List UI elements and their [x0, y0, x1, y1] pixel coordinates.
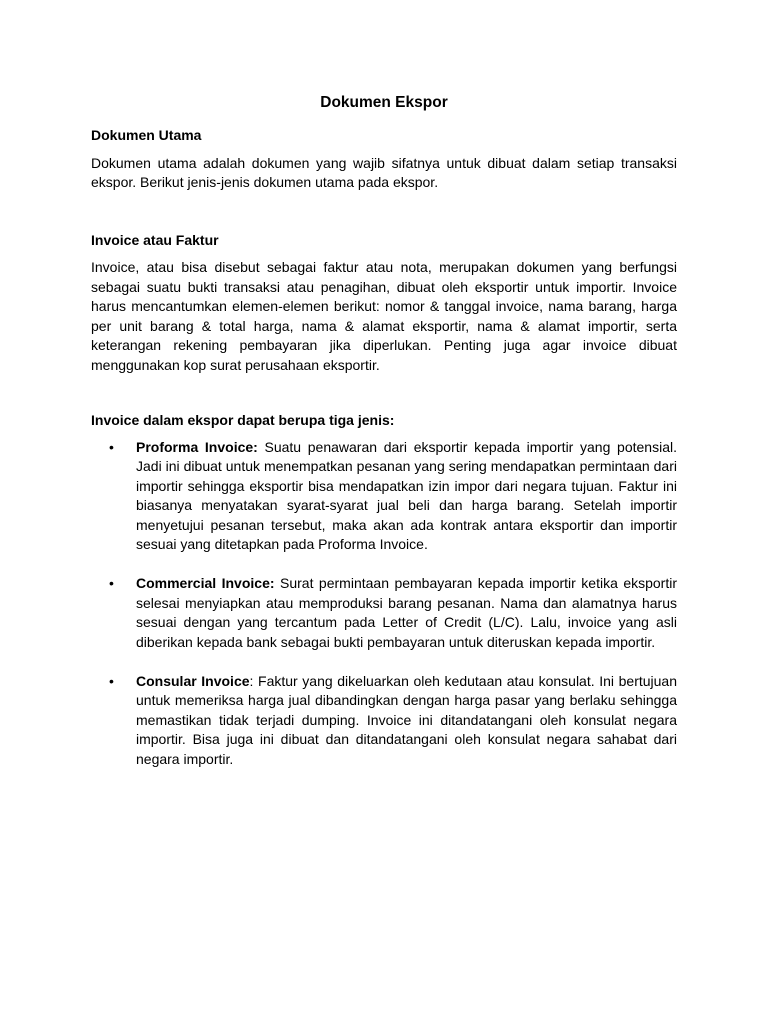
bullet-icon: •	[109, 575, 114, 591]
description-consular-invoice: : Faktur yang dikeluarkan oleh kedutaan atau konsulat. Ini bertujuan untuk memeriksa harga jual dibandingkan dengan harga pasar yang berlaku sehingga memastikan tidak terjadi dumping. Invoice ini ditandatangani oleh konsulat negara importir. Bisa juga ini dibuat dan ditandatangani oleh konsulat negara sahabat dari negara importir.	[136, 672, 677, 767]
bullet-icon: •	[109, 672, 114, 689]
paragraph-invoice-faktur: Invoice, atau bisa disebut sebagai faktur atau nota, merupakan dokumen yang berfungsi sebagai suatu bukti transaksi atau penagihan, dibuat oleh eksportir untuk importir. Invoice harus mencantumkan elemen-elemen berikut: nomor & tanggal invoice, nama barang, harga per unit barang & total harga, nama & alamat eksportir, nama & alamat importir, serta keterangan rekening pembayaran jika diperlukan. Penting juga agar invoice dibuat menggunakan kop surat perusahaan eksportir.	[91, 259, 677, 373]
term-consular-invoice: Consular Invoice	[136, 672, 250, 689]
description-commercial-invoice: Surat permintaan pembayaran kepada importir ketika eksportir selesai menyiapkan atau memproduksi barang pesanan. Nama dan alamatnya harus sesuai dengan yang tercantum pada Letter of Credit (L/C). Lalu, invoice yang asli diberikan kepada bank sebagai bukti pembayaran untuk diteruskan kepada importir.	[136, 575, 678, 650]
document-title: Dokumen Ekspor	[320, 94, 448, 111]
term-proforma-invoice: Proforma Invoice:	[136, 438, 258, 455]
paragraph-dokumen-utama: Dokumen utama adalah dokumen yang wajib sifatnya untuk dibuat dalam setiap transaksi ekspor. Berikut jenis-jenis dokumen utama pada ekspor.	[91, 154, 677, 190]
document-body	[91, 93, 677, 769]
bullet-icon: •	[109, 438, 114, 455]
list-item-consular-invoice	[91, 672, 677, 770]
list-item-proforma-invoice	[91, 438, 677, 555]
invoice-types-list	[91, 438, 677, 770]
heading-invoice-types: Invoice dalam ekspor dapat berupa tiga jenis:	[91, 412, 395, 428]
description-proforma-invoice: Suatu penawaran dari eksportir kepada importir yang potensial. Jadi ini dibuat untuk menempatkan pesanan yang sering mendapatkan permintaan dari importir sehingga eksportir bisa mendapatkan izin impor dari negara tujuan. Faktur ini biasanya menyatakan syarat-syarat jual beli dan harga barang. Setelah importir menyetujui pesanan tersebut, maka akan ada kontrak antara eksportir dan importir sesuai yang ditetapkan pada Proforma Invoice.	[136, 438, 677, 552]
heading-invoice-faktur: Invoice atau Faktur	[91, 231, 219, 248]
term-commercial-invoice: Commercial Invoice:	[136, 575, 275, 591]
heading-dokumen-utama: Dokumen Utama	[91, 127, 202, 143]
list-item-commercial-invoice	[91, 574, 677, 652]
